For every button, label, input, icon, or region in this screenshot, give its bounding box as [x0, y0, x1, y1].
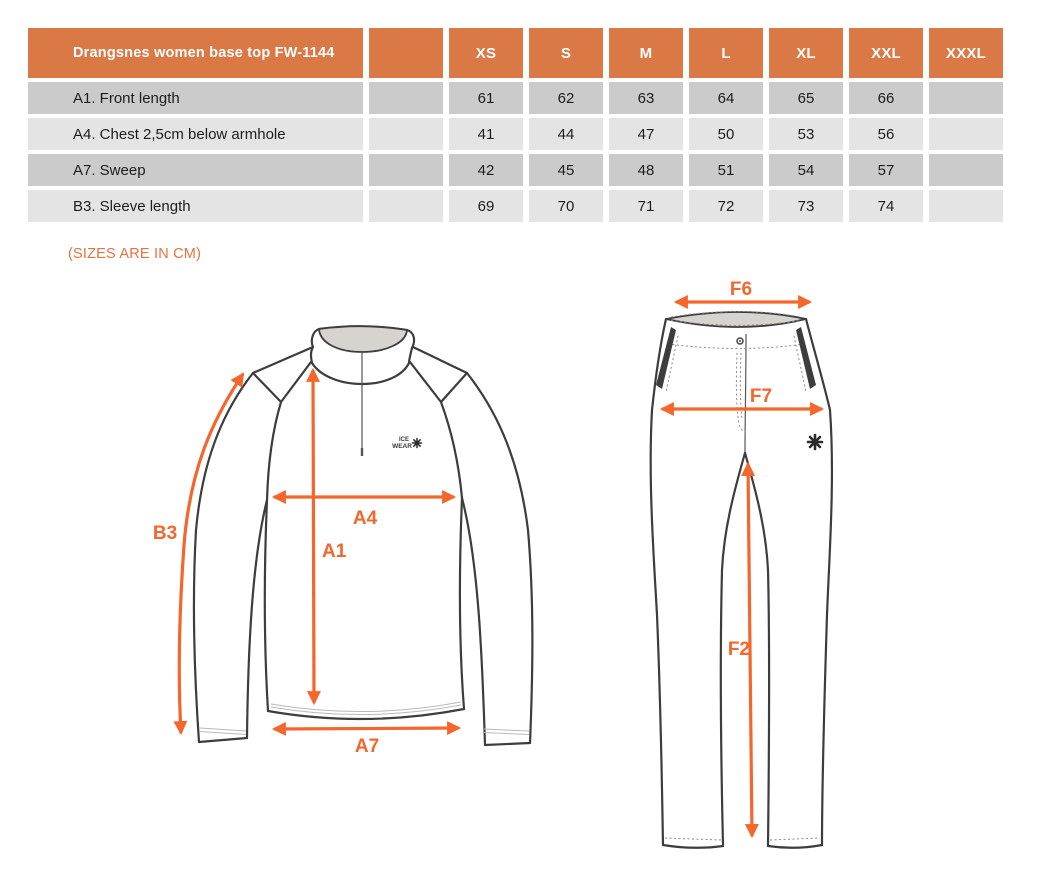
logo-text-ice: ICE: [398, 437, 410, 443]
logo-text-wear: WEAR: [392, 443, 412, 450]
body-right-line: [460, 498, 464, 709]
f2-label: F2: [727, 639, 750, 660]
a7-label: A7: [354, 736, 380, 757]
row-empty-cell: [369, 82, 443, 114]
right-raglan-seams: [410, 347, 467, 498]
value-cell: 51: [689, 154, 763, 186]
value-cell: 65: [769, 82, 843, 114]
right-sleeve-inner-line: [462, 498, 485, 745]
right-sleeve-outer-line: [467, 373, 532, 743]
value-cell: 53: [769, 118, 843, 150]
size-header-xl: XL: [769, 28, 843, 78]
value-cell: 63: [609, 82, 683, 114]
value-cell: [929, 190, 1003, 222]
left-cuff-line: [199, 738, 247, 742]
snowflake-icon: [413, 439, 422, 448]
value-cell: [929, 118, 1003, 150]
header-empty-cell: [369, 28, 443, 78]
value-cell: 64: [689, 82, 763, 114]
leg-hem-stitch: [665, 838, 820, 840]
f7-label: F7: [749, 386, 773, 407]
pants-drawing: [651, 279, 832, 848]
row-label-cell: A4. Chest 2,5cm below armhole: [28, 118, 363, 150]
icewear-logo: [392, 437, 421, 450]
size-header-xs: XS: [449, 28, 523, 78]
leg-hems: [663, 845, 822, 848]
pants-snowflake-icon: [808, 435, 822, 449]
value-cell: 66: [849, 82, 923, 114]
b3-arrow: [179, 374, 243, 733]
hem-stitch: [271, 702, 461, 715]
value-cell: 62: [529, 82, 603, 114]
value-cell: [929, 82, 1003, 114]
a1-arrow: [313, 370, 314, 703]
a4-label: A4: [352, 508, 378, 529]
value-cell: 57: [849, 154, 923, 186]
value-cell: 50: [689, 118, 763, 150]
left-raglan-seams: [253, 347, 313, 500]
value-cell: 47: [609, 118, 683, 150]
size-header-m: M: [609, 28, 683, 78]
value-cell: [929, 154, 1003, 186]
row-label-cell: A1. Front length: [28, 82, 363, 114]
body-left-line: [265, 500, 268, 711]
left-sleeve-outer-line: [194, 373, 253, 742]
size-header-xxxl: XXXL: [929, 28, 1003, 78]
value-cell: 48: [609, 154, 683, 186]
value-cell: 70: [529, 190, 603, 222]
sizes-in-cm-note: (SIZES ARE IN CM): [68, 246, 202, 262]
waist-button-dot: [739, 340, 741, 342]
row-label-cell: B3. Sleeve length: [28, 190, 363, 222]
right-cuff-stitch: [484, 729, 529, 735]
b3-label: B3: [152, 523, 178, 544]
value-cell: 69: [449, 190, 523, 222]
base-top-drawing: [153, 326, 533, 757]
value-cell: 42: [449, 154, 523, 186]
value-cell: 61: [449, 82, 523, 114]
table-title-cell: Drangsnes women base top FW-1144: [28, 28, 363, 78]
left-cuff-stitch: [200, 728, 246, 735]
value-cell: 72: [689, 190, 763, 222]
value-cell: 71: [609, 190, 683, 222]
collar-inner-fill: [319, 326, 407, 352]
right-outer-seam: [806, 319, 832, 845]
size-chart-table: [28, 28, 1003, 222]
size-header-xxl: XXL: [849, 28, 923, 78]
value-cell: 45: [529, 154, 603, 186]
size-header-l: L: [689, 28, 763, 78]
row-empty-cell: [369, 154, 443, 186]
value-cell: 41: [449, 118, 523, 150]
center-front-line: [745, 334, 746, 452]
measurement-diagrams: [0, 270, 1040, 894]
value-cell: 73: [769, 190, 843, 222]
f6-label: F6: [729, 279, 753, 300]
value-cell: 56: [849, 118, 923, 150]
row-empty-cell: [369, 118, 443, 150]
value-cell: 54: [769, 154, 843, 186]
row-label-cell: A7. Sweep: [28, 154, 363, 186]
pocket-stitch: [666, 336, 806, 392]
row-empty-cell: [369, 190, 443, 222]
value-cell: 44: [529, 118, 603, 150]
waist-seam-stitch: [668, 344, 804, 349]
right-cuff-line: [485, 743, 530, 745]
left-outer-seam: [651, 319, 666, 845]
fly-stitch: [736, 353, 746, 432]
size-header-s: S: [529, 28, 603, 78]
a7-arrow: [274, 728, 459, 729]
value-cell: 74: [849, 190, 923, 222]
a1-label: A1: [322, 541, 347, 562]
